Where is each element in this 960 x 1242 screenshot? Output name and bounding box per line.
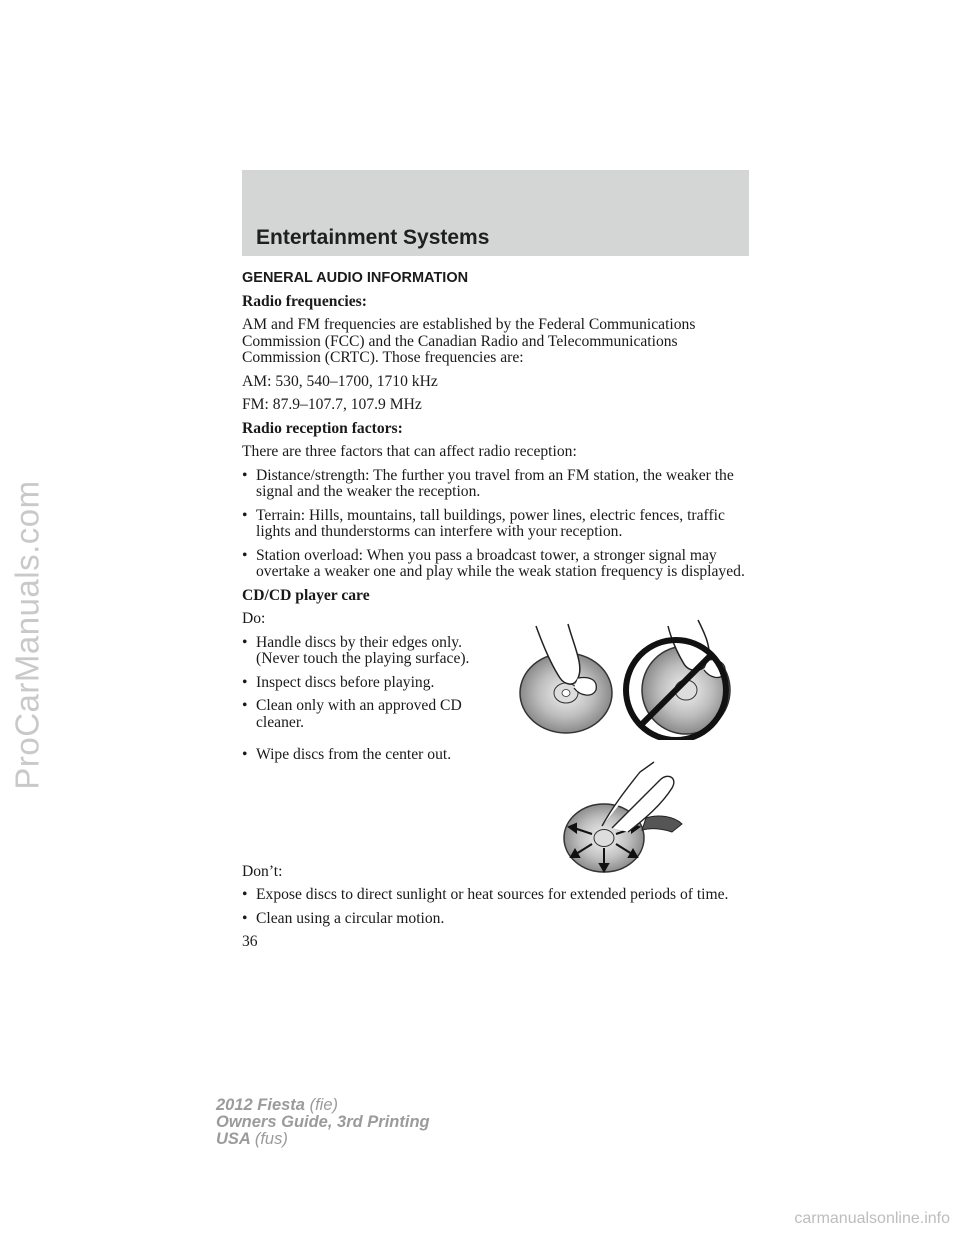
section-header-band (242, 170, 749, 256)
cd-care-heading: CD/CD player care (242, 586, 370, 604)
bullet-glyph: • (242, 466, 248, 484)
am-frequencies: AM: 530, 540–1700, 1710 kHz (242, 372, 438, 390)
reception-bullet-overload: Station overload: When you pass a broadcast tower, a stronger signal may overtake a weaker one and play while the weak station frequency is displayed. (256, 546, 745, 580)
radio-frequencies-heading: Radio frequencies: (242, 292, 367, 310)
page-number: 36 (242, 933, 258, 950)
list-item (242, 508, 752, 541)
do-bullet-handle-edges: Handle discs by their edges only. (Never touch the playing surface). (256, 633, 470, 667)
footer-guide: Owners Guide, 3rd Printing (216, 1113, 430, 1131)
list-item (242, 675, 492, 692)
footer-model-code: (fie) (309, 1096, 338, 1114)
bullet-glyph: • (242, 746, 248, 763)
footer-model: 2012 Fiesta (216, 1096, 305, 1114)
list-item (242, 635, 492, 668)
list-item (242, 698, 492, 731)
reception-bullet-distance: Distance/strength: The further you travel from an FM station, the weaker the signal and the weaker the reception. (256, 466, 734, 500)
footer-market: USA (216, 1130, 251, 1148)
fm-frequencies: FM: 87.9–107.7, 107.9 MHz (242, 396, 422, 413)
reception-bullet-terrain: Terrain: Hills, mountains, tall buildings, power lines, electric fences, traffic lights and thunderstorms can interfere with your reception. (256, 506, 725, 540)
list-item (242, 548, 752, 581)
list-item (242, 747, 492, 764)
do-bullet-inspect: Inspect discs before playing. (256, 673, 435, 691)
disc-wiping-illustration (562, 758, 686, 876)
do-label: Do: (242, 610, 266, 627)
radio-frequencies-text: AM and FM frequencies are established by the Federal Communications Commission (FCC) and the Canadian Radio and Telecommunications Commission (CRTC). Those frequencies are: (242, 316, 696, 366)
do-bullet-wipe: Wipe discs from the center out. (256, 746, 452, 763)
side-watermark (6, 400, 50, 870)
list-item (242, 468, 752, 501)
bullet-glyph: • (242, 546, 248, 564)
list-item (242, 887, 752, 904)
dont-bullet-sunlight: Expose discs to direct sunlight or heat sources for extended periods of time. (256, 886, 729, 903)
reception-intro: There are three factors that can affect radio reception: (242, 443, 577, 460)
section-header-title: Entertainment Systems (256, 226, 490, 249)
footer-market-code: (fus) (254, 1130, 288, 1148)
bullet-glyph: • (242, 886, 248, 903)
list-item (242, 911, 752, 928)
cloth-icon (642, 816, 682, 832)
disc-handling-illustration (518, 618, 736, 740)
bullet-glyph: • (242, 909, 248, 927)
bullet-glyph: • (242, 506, 248, 524)
footer-print-info (216, 1097, 430, 1148)
side-watermark-text: ProCarManuals.com (9, 480, 46, 790)
reception-factors-heading: Radio reception factors: (242, 419, 403, 437)
general-audio-heading: GENERAL AUDIO INFORMATION (242, 270, 469, 286)
bottom-watermark: carmanualsonline.info (794, 1210, 950, 1227)
bullet-glyph: • (242, 673, 248, 691)
dont-bullet-circular: Clean using a circular motion. (256, 909, 445, 927)
bullet-glyph: • (242, 697, 248, 714)
do-bullet-clean: Clean only with an approved CD cleaner. (256, 697, 462, 731)
dont-label: Don’t: (242, 862, 283, 880)
bullet-glyph: • (242, 633, 248, 651)
